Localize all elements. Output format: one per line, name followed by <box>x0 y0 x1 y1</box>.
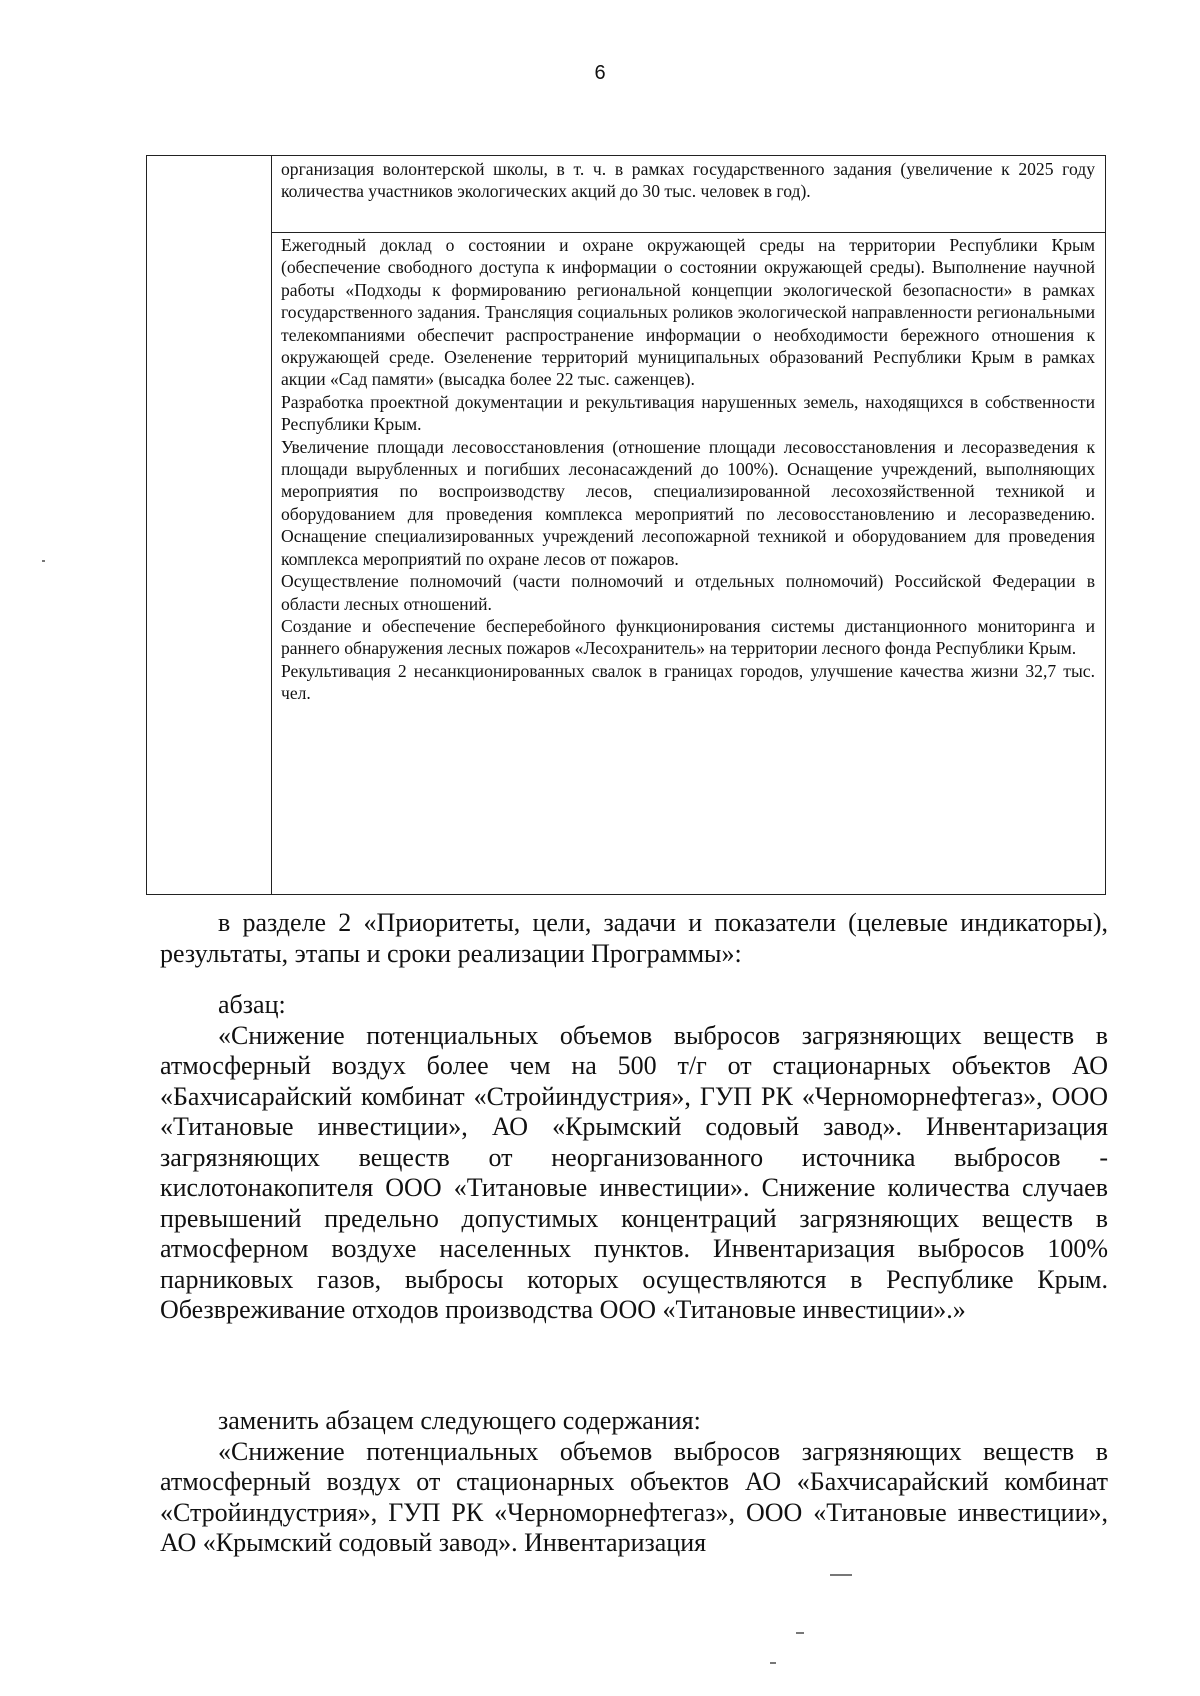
cell-paragraph: Создание и обеспечение бесперебойного функционирования системы дистанционного мониторинга и раннего обнаружения лесных пожаров «Лесохранитель» на территории лесного фонда Республики Крым. <box>281 615 1095 659</box>
cell-paragraph: организация волонтерской школы, в т. ч. в рамках государственного задания (увеличение к 2025 году количества участников экологических акций до 30 тыс. человек в год). <box>281 159 1095 202</box>
cell-paragraph: Разработка проектной документации и рекультивация нарушенных земель, находящихся в собственности Республики Крым. <box>281 391 1095 435</box>
cell-paragraph: Ежегодный доклад о состоянии и охране окружающей среды на территории Республики Крым (обеспечение свободного доступа к информации о состоянии окружающей среды). Выполнение научной работы «Подходы к формированию региональной концепции экологической безопасности» в рамках государственного задания. Трансляция социальных роликов экологической направленности региональными телекомпаниями обеспечит распространение информации о необходимости бережного отношения к окружающей среде. Озеленение территорий муниципальных образований Республики Крым в рамках акции «Сад памяти» (высадка более 22 тыс. саженцев). <box>281 235 1095 390</box>
cell-paragraph: Рекультивация 2 несанкционированных свалок в границах городов, улучшение качества жизни 32,7 тыс. чел. <box>281 660 1095 704</box>
replace-label: заменить абзацем следующего содержания: <box>218 1406 701 1435</box>
scan-artifact <box>770 1662 776 1664</box>
table-column-divider <box>271 156 272 894</box>
program-table <box>146 155 1106 895</box>
cell-paragraph: Увеличение площади лесовосстановления (отношение площади лесовосстановления и лесоразведения к площади вырубленных и погибших лесонасаждений до 100%). Оснащение учреждений, выполняющих мероприятия по воспроизводству лесов, специализированной лесохозяйственной техникой и оборудованием для проведения комплекса мероприятий по лесовосстановлению и лесоразведению. Оснащение специализированных учреждений лесопожарной техникой и оборудованием для проведения комплекса мероприятий по охране лесов от пожаров. <box>281 436 1095 569</box>
amendment-old-text <box>160 990 1108 1326</box>
amendment-new-text <box>160 1406 1108 1559</box>
table-cell-row-1 <box>281 158 1095 203</box>
page-number: 6 <box>594 62 606 84</box>
table-cell-row-2 <box>281 234 1095 705</box>
scan-artifact <box>796 1632 804 1634</box>
amendment-intro <box>160 908 1108 969</box>
cell-paragraph: Осуществление полномочий (части полномочий и отдельных полномочий) Российской Федерации в области лесных отношений. <box>281 571 1095 614</box>
intro-paragraph: в разделе 2 «Приоритеты, цели, задачи и показатели (целевые индикаторы), результаты, этапы и сроки реализации Программы»: <box>160 908 1108 968</box>
scan-artifact <box>830 1574 852 1576</box>
new-paragraph-quote: «Снижение потенциальных объемов выбросов загрязняющих веществ в атмосферный воздух от стационарных объектов АО «Бахчисарайский комбинат «Стройиндустрия», ГУП РК «Черноморнефтегаз», ООО «Титановые инвестиции», АО «Крымский содовый завод». Инвентаризация <box>160 1436 1108 1557</box>
abzac-label: абзац: <box>218 990 286 1019</box>
old-paragraph-quote: «Снижение потенциальных объемов выбросов загрязняющих веществ в атмосферный воздух более чем на 500 т/г от стационарных объектов АО «Бахчисарайский комбинат «Стройиндустрия», ГУП РК «Черноморнефтегаз», ООО «Титановые инвестиции», АО «Крымский содовый завод». Инвентаризация загрязняющих веществ от неорганизованного источника выбросов - кислотонакопителя ООО «Титановые инвестиции». Снижение количества случаев превышений предельно допустимых концентраций загрязняющих веществ в атмосферном воздухе населенных пунктов. Инвентаризация выбросов 100% парниковых газов, выбросы которых осуществляются в Республике Крым. Обезвреживание отходов производства ООО «Титановые инвестиции».» <box>160 1020 1108 1324</box>
table-row-divider <box>271 232 1105 233</box>
scan-artifact <box>42 560 45 562</box>
